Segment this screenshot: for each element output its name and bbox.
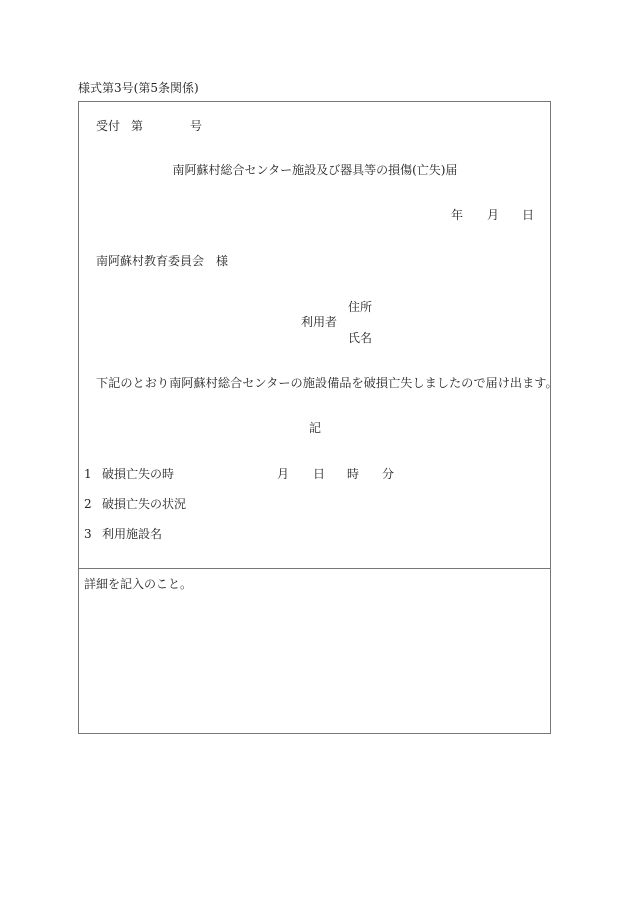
divider — [78, 568, 551, 569]
item-1-day: 日 — [313, 467, 326, 481]
item-2-number: 2 — [84, 497, 92, 511]
applicant-address-label: 住所 — [348, 300, 373, 314]
item-2-label: 破損亡失の状況 — [102, 497, 187, 511]
item-1-label: 破損亡失の時 — [102, 467, 175, 481]
applicant-label: 利用者 — [301, 315, 338, 329]
item-3-number: 3 — [84, 527, 92, 541]
date-year: 年 — [451, 208, 464, 222]
ki-heading: 記 — [309, 421, 322, 435]
details-note: 詳細を記入のこと。 — [84, 577, 193, 591]
receipt-go: 号 — [190, 119, 203, 133]
date-day: 日 — [522, 208, 535, 222]
item-1-minute: 分 — [382, 467, 395, 481]
document-title: 南阿蘇村総合センター施設及び器具等の損傷(亡失)届 — [172, 163, 458, 177]
item-3-label: 利用施設名 — [102, 527, 163, 541]
applicant-name-label: 氏名 — [348, 331, 373, 345]
date-month: 月 — [487, 208, 500, 222]
item-1-month: 月 — [277, 467, 290, 481]
statement: 下記のとおり南阿蘇村総合センターの施設備品を破損亡失しましたので届け出ます。 — [96, 376, 558, 390]
receipt-label: 受付 — [96, 119, 121, 133]
form-number: 様式第3号(第5条関係) — [78, 81, 199, 95]
item-1-number: 1 — [84, 467, 92, 481]
item-1-hour: 時 — [347, 467, 360, 481]
addressee: 南阿蘇村教育委員会 様 — [96, 254, 229, 268]
form-box — [78, 101, 551, 734]
receipt-dai: 第 — [131, 119, 144, 133]
